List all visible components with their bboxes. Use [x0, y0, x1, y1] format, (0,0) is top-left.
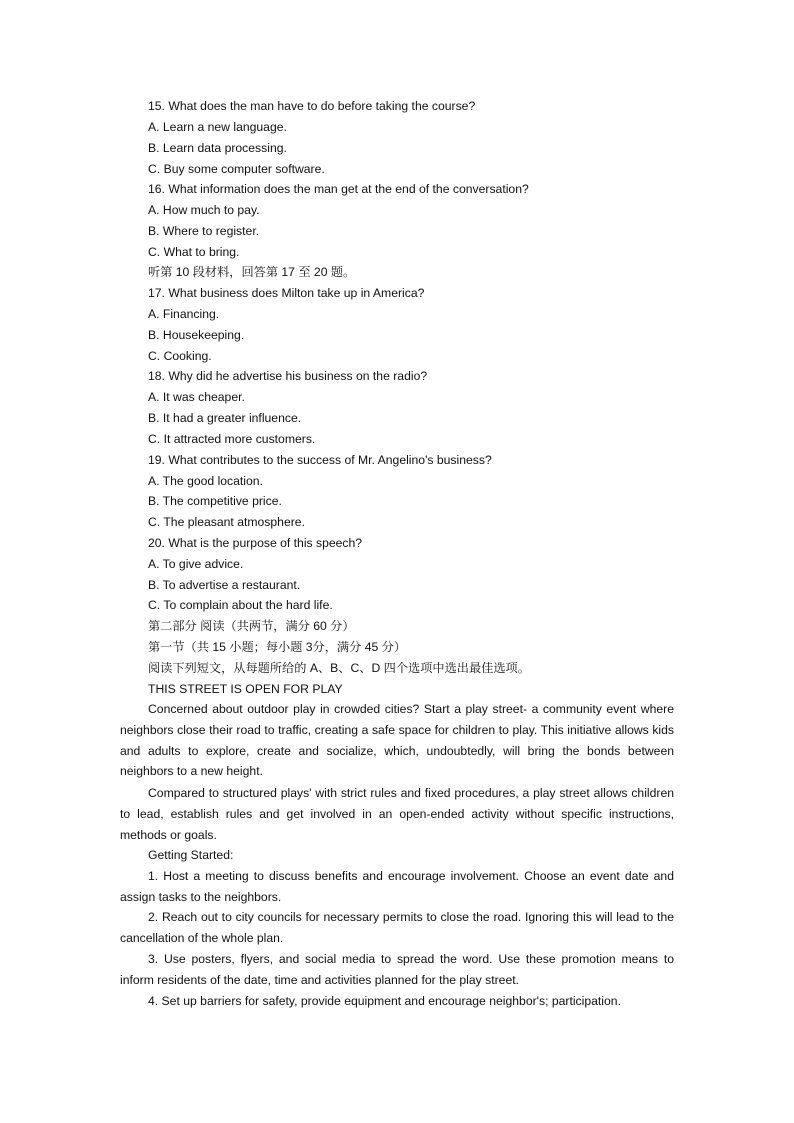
article-step-2	[120, 907, 674, 949]
question-20-option-a: A. To give advice.	[148, 557, 244, 571]
question-18-option-b: B. It had a greater influence.	[148, 411, 302, 425]
question-19-option-c: C. The pleasant atmosphere.	[148, 515, 305, 529]
getting-started-heading: Getting Started:	[148, 848, 234, 862]
article-step-2-text: 2. Reach out to city councils for necessary permits to close the road. Ignoring this will lead to the cancellation of the whole plan.	[120, 910, 674, 945]
listening-instruction-10: 听第 10 段材料，回答第 17 至 20 题。	[148, 265, 356, 279]
question-20-option-c: C. To complain about the hard life.	[148, 598, 333, 612]
article-paragraph-1-text: Concerned about outdoor play in crowded cities? Start a play street- a community event where neighbors close their road to traffic, creating a safe space for children to play. This initiative allows kids and adults to explore, create and socialize, which, undoubtedly, will bring the bonds between neighbors to a new height.	[120, 702, 674, 779]
question-16-option-a: A. How much to pay.	[148, 203, 260, 217]
section2-part1-title: 第一节（共 15 小题；每小题 3分，满分 45 分）	[148, 640, 407, 654]
question-15-option-a: A. Learn a new language.	[148, 120, 287, 134]
question-16-stem: 16. What information does the man get at the end of the conversation?	[148, 182, 529, 196]
question-19-option-a: A. The good location.	[148, 474, 263, 488]
section2-title: 第二部分 阅读（共两节，满分 60 分）	[148, 619, 355, 633]
question-18-stem: 18. Why did he advertise his business on the radio?	[148, 369, 428, 383]
article-step-3	[120, 949, 674, 991]
question-17-option-c: C. Cooking.	[148, 349, 212, 363]
article-step-1-text: 1. Host a meeting to discuss benefits and encourage involvement. Choose an event date and assign tasks to the neighbors.	[120, 869, 674, 904]
article-step-4-text: 4. Set up barriers for safety, provide equipment and encourage neighbor's; participation.	[148, 994, 621, 1008]
question-15-option-c: C. Buy some computer software.	[148, 162, 325, 176]
article-step-4	[120, 991, 674, 1012]
question-15-stem: 15. What does the man have to do before taking the course?	[148, 99, 476, 113]
question-17-stem: 17. What business does Milton take up in America?	[148, 286, 425, 300]
question-17-option-b: B. Housekeeping.	[148, 328, 245, 342]
section2-instruction: 阅读下列短文，从每题所给的 A、B、C、D 四个选项中选出最佳选项。	[148, 661, 530, 675]
article-title: THIS STREET IS OPEN FOR PLAY	[148, 682, 343, 696]
question-18-option-a: A. It was cheaper.	[148, 390, 245, 404]
question-19-stem: 19. What contributes to the success of Mr. Angelino's business?	[148, 453, 492, 467]
article-step-1	[120, 866, 674, 908]
question-20-option-b: B. To advertise a restaurant.	[148, 578, 301, 592]
question-15-option-b: B. Learn data processing.	[148, 141, 287, 155]
question-17-option-a: A. Financing.	[148, 307, 220, 321]
article-paragraph-2	[120, 783, 674, 845]
question-20-stem: 20. What is the purpose of this speech?	[148, 536, 363, 550]
question-18-option-c: C. It attracted more customers.	[148, 432, 316, 446]
question-16-option-c: C. What to bring.	[148, 245, 240, 259]
article-step-3-text: 3. Use posters, flyers, and social media to spread the word. Use these promotion means to inform residents of the date, time and activities planned for the play street.	[120, 952, 674, 987]
article-paragraph-1	[120, 699, 674, 782]
question-16-option-b: B. Where to register.	[148, 224, 260, 238]
article-paragraph-2-text: Compared to structured plays' with strict rules and fixed procedures, a play street allows children to lead, establish rules and get involved in an open-ended activity without specific instructions, methods or goals.	[120, 786, 674, 842]
question-19-option-b: B. The competitive price.	[148, 494, 282, 508]
